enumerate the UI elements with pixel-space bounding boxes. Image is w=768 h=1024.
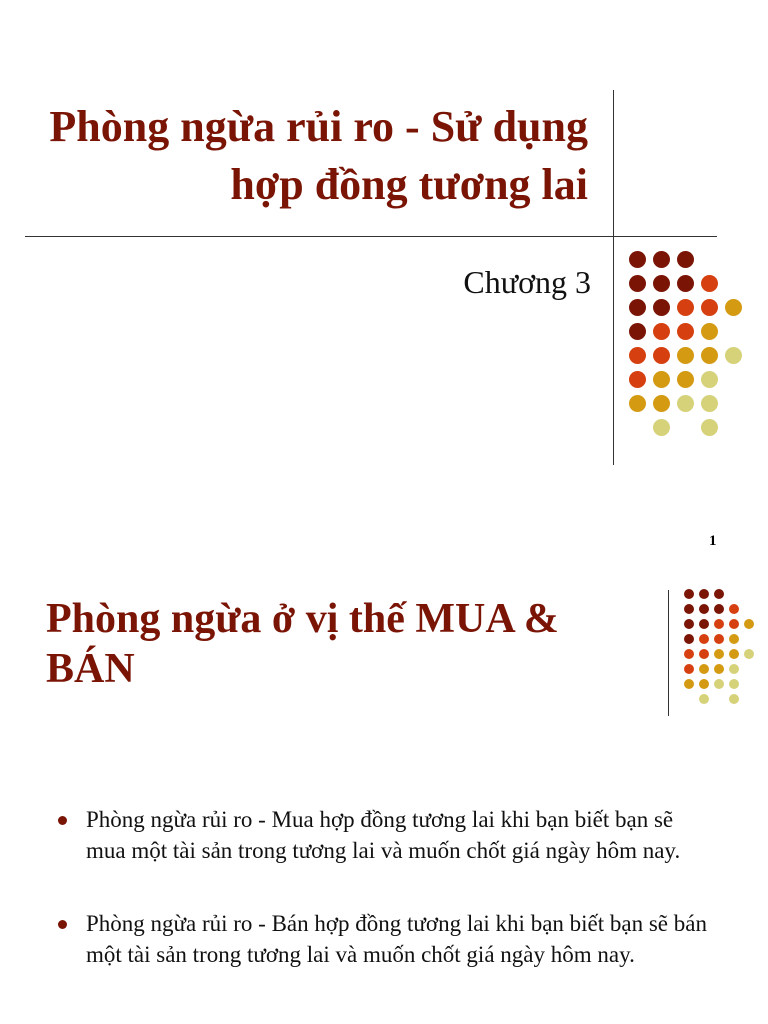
decorative-dot	[677, 395, 694, 412]
decorative-dot	[699, 589, 709, 599]
decorative-dot	[744, 619, 754, 629]
bullet-list	[58, 804, 718, 1012]
slide-1-title: Phòng ngừa rủi ro - Sử dụng hợp đồng tương lai	[49, 102, 588, 209]
decorative-dot	[653, 347, 670, 364]
decorative-dot	[684, 589, 694, 599]
decorative-dot	[701, 299, 718, 316]
decorative-dot	[729, 664, 739, 674]
decorative-dot	[699, 649, 709, 659]
decorative-dot	[701, 275, 718, 292]
decorative-dot	[714, 589, 724, 599]
decorative-dot	[729, 604, 739, 614]
decorative-dot	[684, 619, 694, 629]
decorative-dot	[729, 619, 739, 629]
decorative-dot	[729, 634, 739, 644]
decorative-dot	[629, 323, 646, 340]
decorative-dot	[725, 347, 742, 364]
bullet-icon	[58, 920, 67, 929]
decorative-dot	[629, 275, 646, 292]
decorative-dot	[701, 347, 718, 364]
decorative-dot	[677, 347, 694, 364]
decorative-dot	[714, 634, 724, 644]
decorative-dot	[653, 323, 670, 340]
decorative-dot	[684, 649, 694, 659]
decorative-dot	[729, 649, 739, 659]
decorative-dot	[653, 299, 670, 316]
title-divider-vertical	[613, 90, 614, 465]
decorative-dot	[744, 649, 754, 659]
decorative-dot	[677, 251, 694, 268]
decorative-dot	[653, 419, 670, 436]
decorative-dot	[677, 323, 694, 340]
decorative-dot	[701, 323, 718, 340]
bullet-item	[58, 804, 718, 866]
slide-2-title: Phòng ngừa ở vị thế MUA & BÁN	[46, 596, 559, 692]
bullet-icon	[58, 816, 67, 825]
decorative-dot	[653, 251, 670, 268]
title-divider-vertical	[668, 590, 669, 716]
decorative-dot	[653, 395, 670, 412]
page-number: 1	[709, 533, 717, 549]
decorative-dot	[729, 679, 739, 689]
slide-1-subtitle: Chương 3	[463, 264, 591, 300]
decorative-dot	[699, 634, 709, 644]
decorative-dot	[699, 604, 709, 614]
slide-2	[0, 560, 768, 1024]
decorative-dot	[684, 634, 694, 644]
decorative-dot	[701, 419, 718, 436]
bullet-text: Phòng ngừa rủi ro - Mua hợp đồng tương lai khi bạn biết bạn sẽ mua một tài sản trong tương lai và muốn chốt giá ngày hôm nay.	[86, 807, 681, 863]
decorative-dot	[653, 371, 670, 388]
decorative-dot	[684, 604, 694, 614]
decorative-dot	[684, 679, 694, 689]
decorative-dot	[699, 679, 709, 689]
bullet-item	[58, 908, 718, 970]
decorative-dot	[699, 694, 709, 704]
bullet-text: Phòng ngừa rủi ro - Bán hợp đồng tương lai khi bạn biết bạn sẽ bán một tài sản trong tương lai và muốn chốt giá ngày hôm nay.	[86, 911, 707, 967]
decorative-dot	[629, 251, 646, 268]
decorative-dot	[699, 664, 709, 674]
decorative-dot	[677, 371, 694, 388]
decorative-dot	[684, 664, 694, 674]
decorative-dot	[714, 619, 724, 629]
decorative-dot	[714, 679, 724, 689]
decorative-dot	[653, 275, 670, 292]
decorative-dot	[714, 604, 724, 614]
decorative-dot	[677, 275, 694, 292]
decorative-dot	[677, 299, 694, 316]
decorative-dot	[629, 299, 646, 316]
decorative-dot	[725, 299, 742, 316]
decorative-dot	[701, 371, 718, 388]
decorative-dot	[629, 371, 646, 388]
decorative-dot	[699, 619, 709, 629]
decorative-dot	[729, 694, 739, 704]
decorative-dot	[701, 395, 718, 412]
decorative-dot	[629, 395, 646, 412]
decorative-dot	[714, 664, 724, 674]
decorative-dot	[629, 347, 646, 364]
decorative-dot	[714, 649, 724, 659]
